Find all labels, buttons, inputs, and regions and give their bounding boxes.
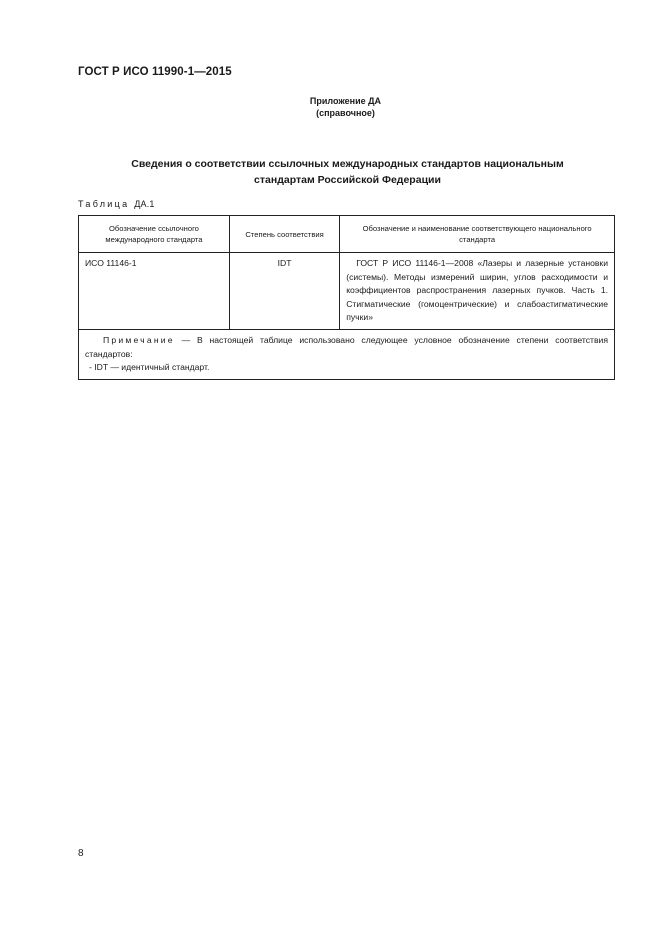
table-note: [79, 329, 615, 379]
table-header-row: [79, 216, 615, 253]
cell-degree: IDT: [229, 253, 339, 330]
note-intro: [85, 334, 608, 361]
document-code: ГОСТ Р ИСО 11990-1—2015: [78, 66, 232, 78]
table-caption: [78, 199, 155, 209]
page-number: 8: [78, 848, 84, 859]
section-heading-line2: стандартам Российской Федерации: [254, 174, 441, 186]
appendix-title: Приложение ДА: [309, 96, 382, 106]
table-caption-prefix: Таблица: [78, 199, 130, 209]
note-item: - IDT — идентичный стандарт.: [89, 362, 210, 373]
table-note-row: [79, 329, 615, 379]
standards-table: [78, 215, 615, 380]
table-row: [79, 253, 615, 330]
column-header-national-standard: Обозначение и наименование соответствующего национального стандарта: [340, 216, 615, 253]
note-text: — В настоящей таблице использовано следующее условное обозначение степени соответствия стандартов:: [85, 334, 609, 359]
table-caption-number: ДА.1: [134, 199, 155, 209]
column-header-intl-standard: Обозначение ссылочного международного стандарта: [79, 216, 230, 253]
section-heading-line1: Сведения о соответствии ссылочных международных стандартов национальным: [131, 158, 564, 170]
section-heading: [80, 156, 615, 188]
note-label: Примечание: [103, 334, 175, 345]
appendix-type: (справочное): [316, 108, 375, 118]
column-header-degree: Степень соответствия: [229, 216, 339, 253]
appendix-label: [0, 95, 661, 119]
cell-national-standard: ГОСТ Р ИСО 11146-1—2008 «Лазеры и лазерные установки (системы). Методы измерений ширин, углов расходимости и коэффициентов распространения лазерных пучков. Часть 1. Стигматические (гомоцентрические) и слабоастигматические пучки»: [340, 253, 615, 330]
cell-intl-standard: ИСО 11146-1: [79, 253, 230, 330]
